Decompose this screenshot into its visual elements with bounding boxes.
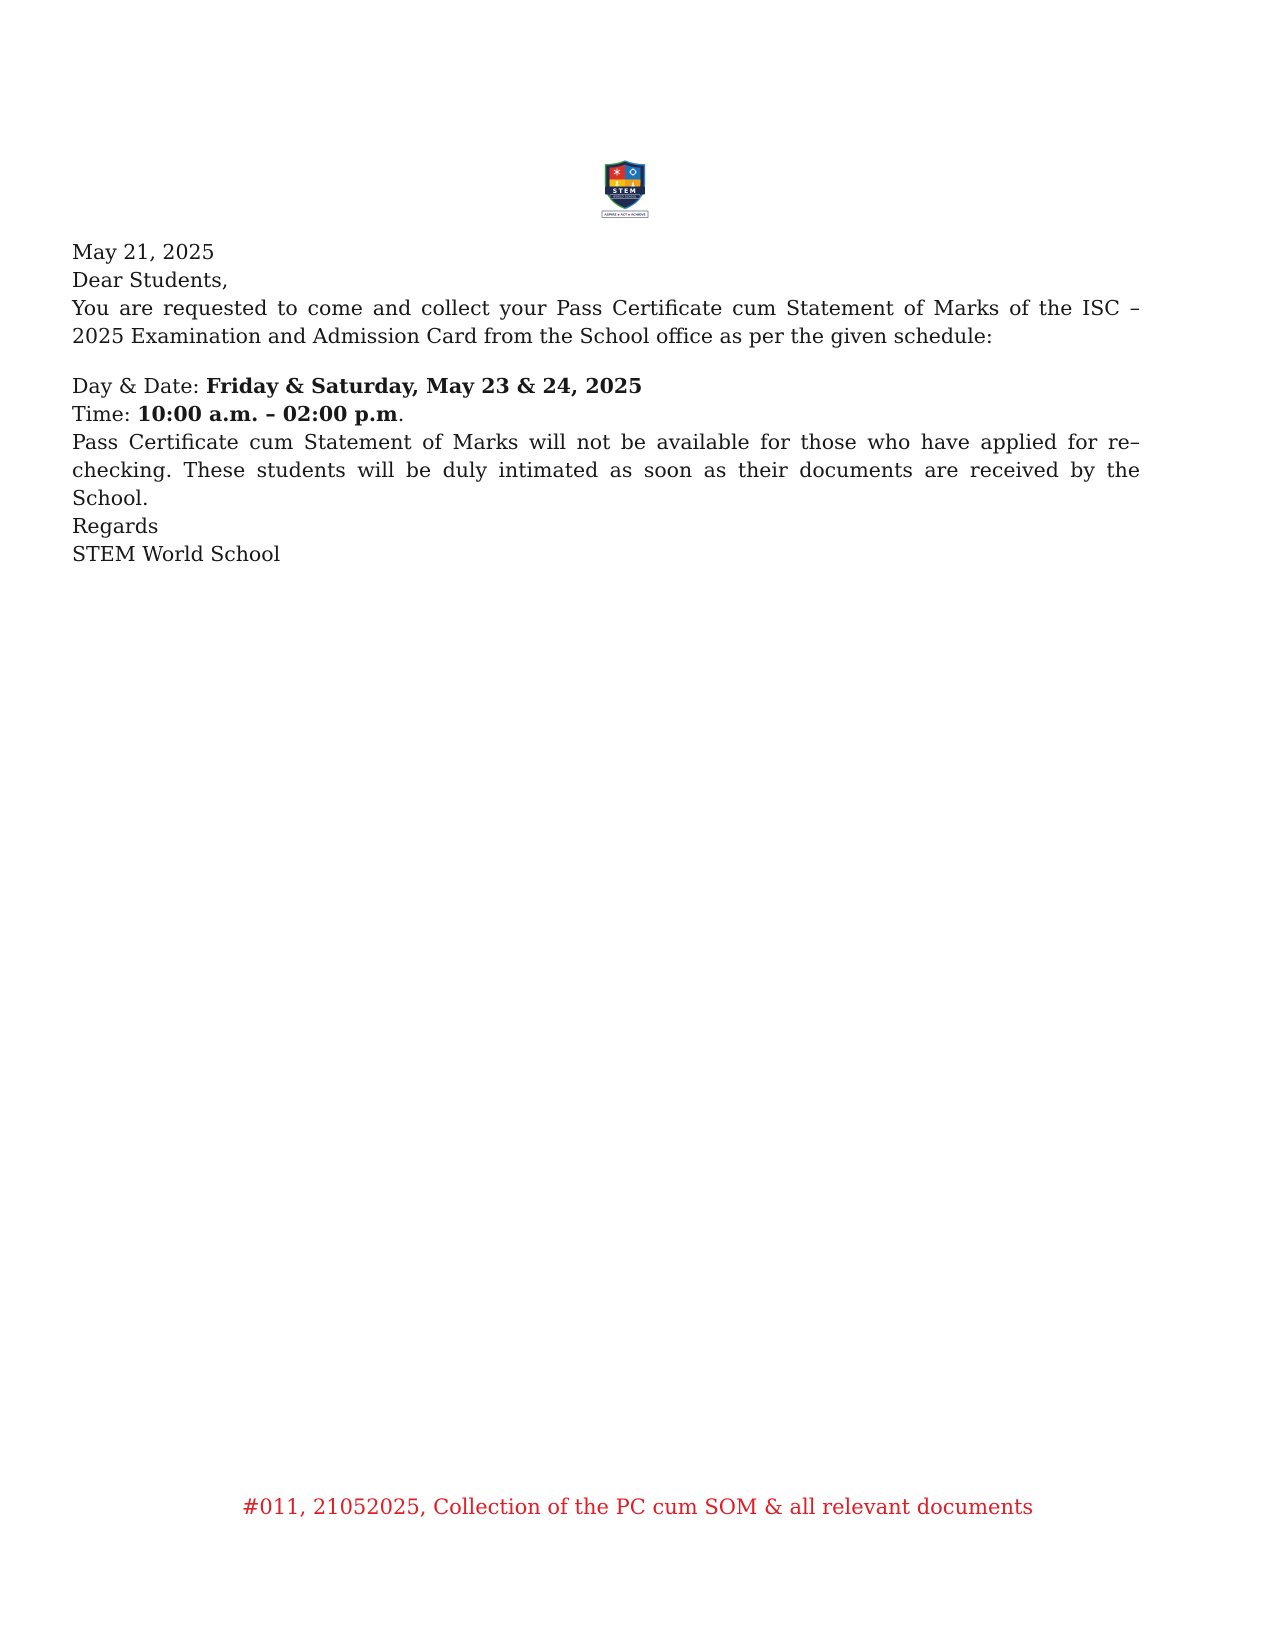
logo-motto-text: ASPIRE◆ACT◆ACHIEVE xyxy=(604,212,646,217)
schedule-time-line xyxy=(72,400,1140,428)
time-label: Time: xyxy=(72,402,138,426)
letter-body xyxy=(72,238,1140,568)
signature: STEM World School xyxy=(72,542,281,566)
logo-world-school-text: WORLD SCHOOL xyxy=(613,195,637,199)
paragraph-recheck-notice: Pass Certificate cum Statement of Marks will not be available for those who have applied for re–checking. These students will be duly intimated as soon as their documents are received by the School. xyxy=(72,430,1140,510)
day-date-label: Day & Date: xyxy=(72,374,206,398)
schedule-block xyxy=(72,372,1140,428)
school-logo xyxy=(601,160,649,218)
day-date-value: Friday & Saturday, May 23 & 24, 2025 xyxy=(205,374,643,398)
paragraph-collection-notice: You are requested to come and collect your Pass Certificate cum Statement of Marks of the ISC – 2025 Examination and Admission Card from the School office as per the given schedule: xyxy=(72,296,1140,348)
schedule-day-line xyxy=(72,372,1140,400)
time-value: 10:00 a.m. – 02:00 p.m xyxy=(137,402,398,426)
logo-stem-text: STEM xyxy=(612,187,638,195)
letter-date: May 21, 2025 xyxy=(72,240,215,264)
footer-reference: #011, 21052025, Collection of the PC cum SOM & all relevant documents xyxy=(241,1495,1034,1519)
school-logo-icon xyxy=(601,160,649,218)
salutation: Dear Students, xyxy=(72,268,229,292)
time-period: . xyxy=(397,402,405,426)
closing: Regards xyxy=(72,514,159,538)
